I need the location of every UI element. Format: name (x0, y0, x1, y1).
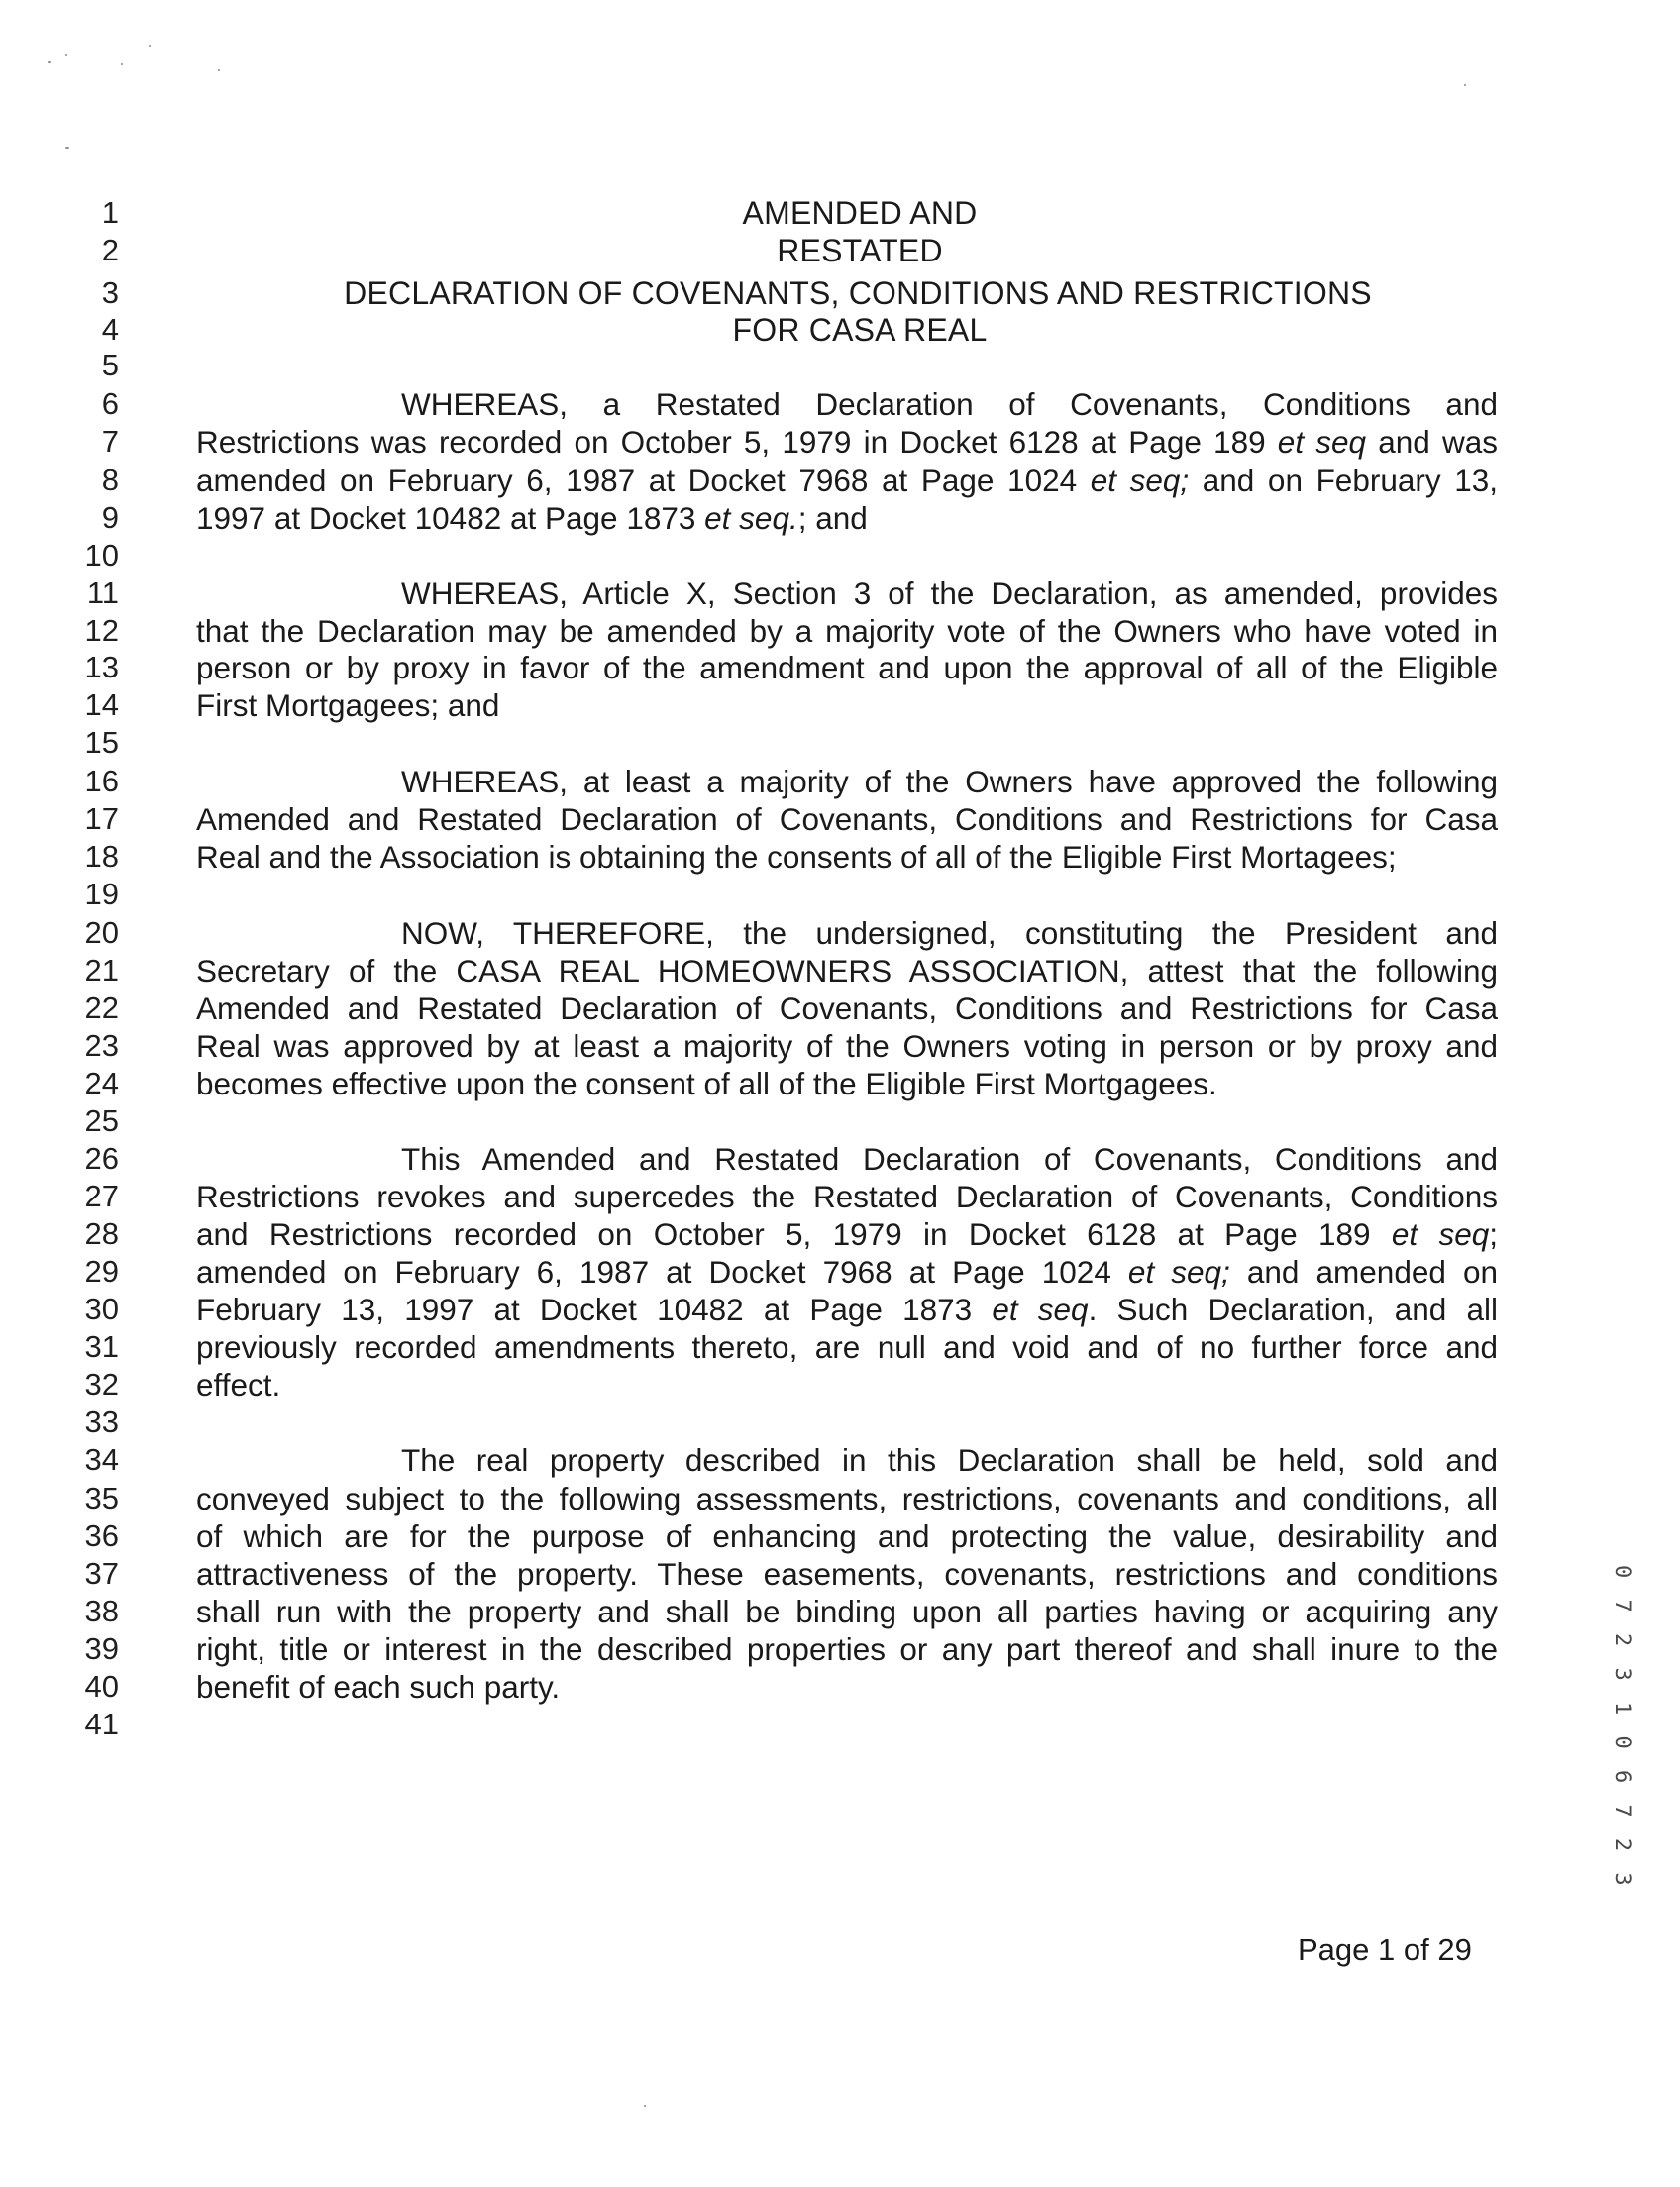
paragraph-line: Real and the Association is obtaining the consents of all of the Eligible First Mortagees; (196, 839, 1397, 875)
paragraph-line: of which are for the purpose of enhancing and protecting the value, desirability and (196, 1518, 1498, 1554)
paragraph-line: 1997 at Docket 10482 at Page 1873 et seq.; and (196, 500, 868, 536)
scan-speck (149, 45, 151, 47)
line-number: 3 (101, 275, 119, 310)
paragraph-line: right, title or interest in the described properties or any part thereof and shall inure to the (196, 1631, 1498, 1667)
line-number: 38 (84, 1594, 119, 1628)
paragraph-line: person or by proxy in favor of the amendment and upon the approval of all of the Eligible (196, 650, 1498, 685)
line-number: 1 (101, 195, 119, 230)
title-line-1: AMENDED AND (742, 195, 978, 231)
line-number: 34 (84, 1442, 119, 1477)
scan-speck (218, 69, 220, 71)
paragraph-line: Amended and Restated Declaration of Covenants, Conditions and Restrictions for Casa (196, 801, 1498, 837)
title-line-4: FOR CASA REAL (732, 312, 988, 348)
paragraph-line: and Restrictions recorded on October 5, 1979 in Docket 6128 at Page 189 et seq; (196, 1216, 1498, 1252)
paragraph-line: benefit of each such party. (196, 1669, 561, 1705)
scan-speck (48, 61, 51, 63)
scan-speck (1464, 84, 1466, 86)
line-number: 13 (84, 650, 119, 684)
paragraph-line: February 13, 1997 at Docket 10482 at Page 1873 et seq. Such Declaration, and all (196, 1292, 1498, 1327)
line-number: 22 (84, 990, 119, 1025)
line-number: 5 (101, 348, 119, 382)
line-number: 27 (84, 1179, 119, 1213)
line-number: 14 (84, 687, 119, 722)
title-line-2: RESTATED (777, 233, 943, 268)
scan-speck (65, 147, 69, 149)
line-number: 10 (84, 538, 119, 573)
line-number: 6 (101, 386, 119, 421)
line-number: 4 (101, 312, 119, 347)
line-number: 40 (84, 1669, 119, 1704)
title-line-3: DECLARATION OF COVENANTS, CONDITIONS AND RESTRICTIONS (344, 275, 1372, 311)
paragraph-line: WHEREAS, at least a majority of the Owners have approved the following (401, 764, 1498, 799)
scan-speck (65, 54, 67, 56)
paragraph-line: Real was approved by at least a majority of the Owners voting in person or by proxy and (196, 1028, 1498, 1064)
line-number: 36 (84, 1518, 119, 1553)
line-number: 8 (101, 463, 119, 497)
line-number: 39 (84, 1631, 119, 1666)
paragraph-line: Restrictions was recorded on October 5, 1979 in Docket 6128 at Page 189 et seq and was (196, 424, 1498, 460)
paragraph-line: WHEREAS, a Restated Declaration of Covenants, Conditions and (401, 386, 1498, 422)
line-number: 32 (84, 1367, 119, 1402)
paragraph-line: conveyed subject to the following assessments, restrictions, covenants and conditions, all (196, 1481, 1498, 1516)
line-number: 20 (84, 915, 119, 950)
paragraph-line: amended on February 6, 1987 at Docket 7968 at Page 1024 et seq; and on February 13, (196, 463, 1498, 498)
line-number: 35 (84, 1481, 119, 1515)
line-number: 25 (84, 1103, 119, 1138)
paragraph-line: Secretary of the CASA REAL HOMEOWNERS ASSOCIATION, attest that the following (196, 953, 1498, 989)
line-number: 29 (84, 1254, 119, 1289)
line-number: 37 (84, 1556, 119, 1591)
line-number: 41 (84, 1707, 119, 1741)
paragraph-line: First Mortgagees; and (196, 687, 500, 723)
line-number: 33 (84, 1405, 119, 1439)
page-number: Page 1 of 29 (1298, 1932, 1472, 1967)
paragraph-line: This Amended and Restated Declaration of Covenants, Conditions and (401, 1141, 1498, 1177)
line-number: 31 (84, 1329, 119, 1364)
paragraph-line: amended on February 6, 1987 at Docket 7968 at Page 1024 et seq; and amended on (196, 1254, 1498, 1290)
paragraph-line: The real property described in this Declaration shall be held, sold and (401, 1442, 1498, 1478)
paragraph-line: becomes effective upon the consent of all of the Eligible First Mortgagees. (196, 1066, 1217, 1101)
line-number: 17 (84, 801, 119, 836)
line-number: 2 (101, 233, 119, 267)
line-number: 19 (84, 877, 119, 911)
line-number: 30 (84, 1292, 119, 1326)
paragraph-line: shall run with the property and shall be binding upon all parties having or acquiring any (196, 1594, 1498, 1629)
paragraph-line: effect. (196, 1367, 281, 1403)
line-number: 11 (86, 575, 119, 610)
line-number: 24 (84, 1066, 119, 1100)
line-number: 15 (84, 725, 119, 760)
paragraph-line: previously recorded amendments thereto, are null and void and of no further force and (196, 1329, 1498, 1365)
line-number: 16 (84, 764, 119, 798)
line-number: 21 (84, 953, 119, 988)
line-number: 23 (84, 1028, 119, 1063)
paragraph-line: WHEREAS, Article X, Section 3 of the Declaration, as amended, provides (401, 575, 1498, 611)
paragraph-line: NOW, THEREFORE, the undersigned, constituting the President and (401, 915, 1498, 951)
line-number: 18 (84, 839, 119, 874)
line-number: 12 (84, 613, 119, 648)
scan-speck (121, 63, 123, 65)
line-number: 7 (101, 424, 119, 459)
paragraph-line: Amended and Restated Declaration of Covenants, Conditions and Restrictions for Casa (196, 990, 1498, 1026)
line-number: 26 (84, 1141, 119, 1176)
paragraph-line: Restrictions revokes and supercedes the Restated Declaration of Covenants, Conditions (196, 1179, 1498, 1214)
margin-stamp: 0 7 2 3 1 0 6 7 2 3 (1610, 1565, 1634, 1890)
scan-speck (644, 2105, 646, 2107)
paragraph-line: that the Declaration may be amended by a majority vote of the Owners who have voted in (196, 613, 1498, 649)
line-number: 9 (101, 500, 119, 535)
paragraph-line: attractiveness of the property. These easements, covenants, restrictions and conditions (196, 1556, 1498, 1592)
line-number: 28 (84, 1216, 119, 1251)
